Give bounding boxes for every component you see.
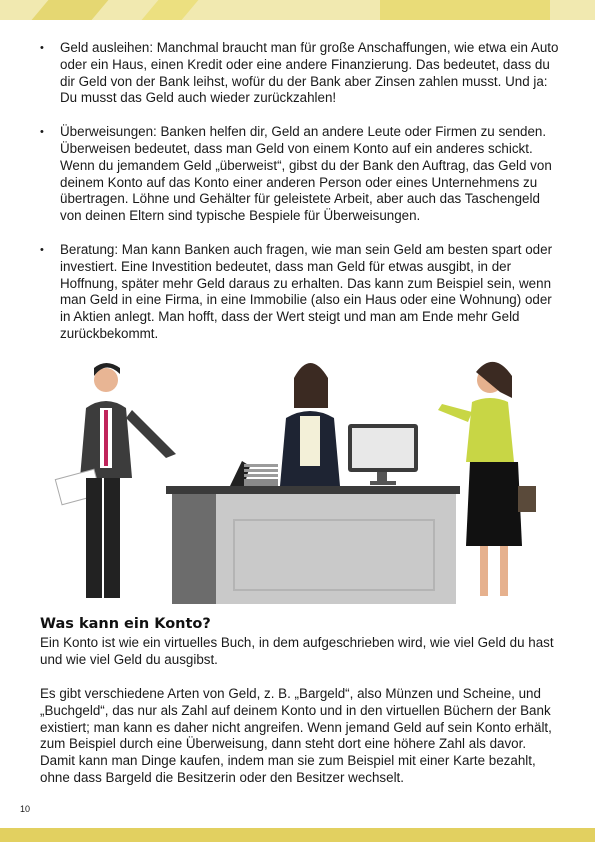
- top-decorative-band: [0, 0, 595, 20]
- man-tie: [104, 410, 108, 466]
- bullet-icon: •: [40, 42, 44, 54]
- bullet-text: Geld ausleihen: Manchmal braucht man für große Anschaffungen, wie etwa ein Auto oder ein Haus, einen Kredit oder eine andere Finanzierung. Das bedeutet, dass du dir Geld von der Bank leihst, wofür du der Bank aber Zinsen zahlen musst. Und ja: Du musst das Geld auch wieder zurückzahlen!: [60, 40, 559, 106]
- bullet-text: Überweisungen: Banken helfen dir, Geld an andere Leute oder Firmen zu senden. Überweisen bedeutet, dass man Geld von einem Konto auf ein anderes schickt. Wenn du jemandem Geld „überweist“, gibst du der Bank den Auftrag, das Geld von deinem Konto auf das Konto einer anderen Person oder eines Unternehmens zu übertragen. Löhne und Gehälter für geleistete Arbeit, aber auch das Taschengeld von deinen Eltern sind typische Bespiele für Überweisungen.: [60, 124, 552, 224]
- band-stripe: [142, 0, 199, 20]
- bank-services-list: [40, 40, 560, 360]
- band-stripe: [32, 0, 109, 20]
- bullet-icon: •: [40, 243, 44, 256]
- counter-side: [172, 494, 216, 604]
- list-item: [40, 242, 560, 343]
- bank-counter-illustration: [40, 358, 560, 608]
- list-item: [40, 40, 560, 107]
- customer-blouse: [466, 398, 514, 462]
- customer-handbag: [518, 486, 536, 512]
- man-leg: [86, 478, 102, 598]
- counter-front: [216, 494, 456, 604]
- monitor-screen: [352, 428, 414, 468]
- bullet-text: Beratung: Man kann Banken auch fragen, wie man sein Geld am besten spart oder investiert. Eine Investition bedeutet, dass man Geld für etwas ausgibt, in der Hoffnung, später mehr Geld daraus zu erhalten. Das kann zum Beispiel sein, wenn man Geld in eine Firma, in eine Immobilie (also ein Haus oder eine Wohnung) oder in Aktien anlegt. Man hofft, dass der Wert steigt und man am Ende mehr Geld zurückbekommt.: [60, 241, 553, 341]
- section-heading: Was kann ein Konto?: [40, 616, 211, 632]
- list-item: [40, 124, 560, 225]
- counter-top: [166, 486, 460, 494]
- paragraph: Es gibt verschiedene Arten von Geld, z. B. „Bargeld“, also Münzen und Scheine, und „Buchgeld“, das nur als Zahl auf deinem Konto und in den virtuellen Büchern der Bank existiert; man kann es daher nicht angreifen. Wenn jemand Geld auf sein Konto erhält, zum Beispiel durch eine Überweisung, dann steht dort eine höhere Zahl als davor. Damit kann man Dinge kaufen, indem man sie zum Beispiel mit einer Karte bezahlt, ohne dass Bargeld die Besitzerin oder den Besitzer wechselt.: [40, 686, 552, 785]
- band-stripe: [380, 0, 550, 20]
- page-number: 10: [20, 804, 31, 814]
- paper-stack: [244, 464, 278, 467]
- monitor-base: [370, 481, 396, 485]
- customer-skirt: [466, 462, 522, 546]
- paragraph: Ein Konto ist wie ein virtuelles Buch, in dem aufgeschrieben wird, wie viel Geld du hast und wie viel Geld du ausgibst.: [40, 635, 554, 667]
- bullet-icon: •: [40, 126, 44, 139]
- monitor-stand: [377, 472, 387, 482]
- bottom-decorative-band: [0, 828, 595, 842]
